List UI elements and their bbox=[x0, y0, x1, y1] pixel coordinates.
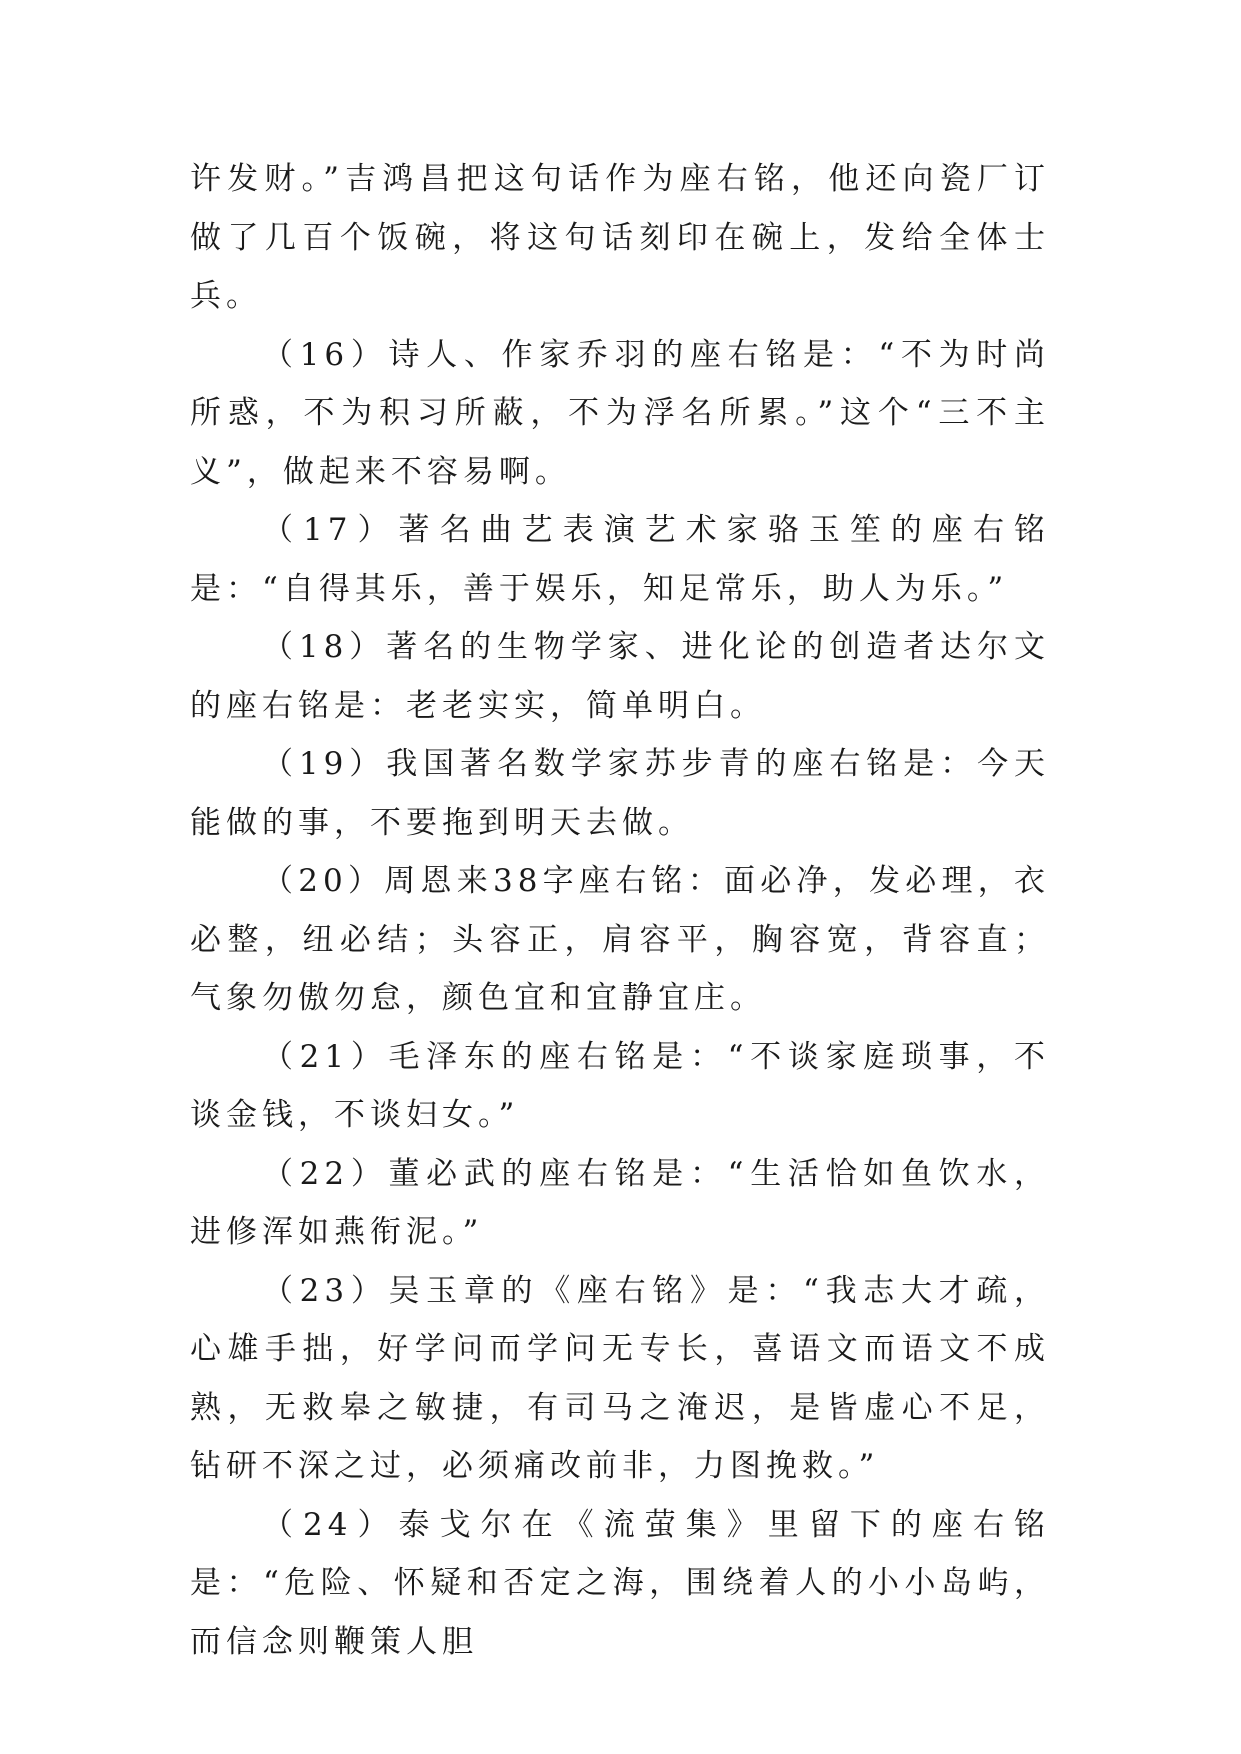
paragraph-item-18: （18）著名的生物学家、进化论的创造者达尔文的座右铭是：老老实实，简单明白。 bbox=[190, 629, 1050, 724]
document-body bbox=[190, 150, 1050, 1671]
paragraph-continuation: 许发财。”吉鸿昌把这句话作为座右铭，他还向瓷厂订做了几百个饭碗，将这句话刻印在碗上，发给全体士兵。 bbox=[190, 161, 1050, 314]
paragraph-item-19: （19）我国著名数学家苏步青的座右铭是：今天能做的事，不要拖到明天去做。 bbox=[190, 746, 1050, 841]
paragraph-item-17: （17）著名曲艺表演艺术家骆玉笙的座右铭是：“自得其乐，善于娱乐，知足常乐，助人为乐。” bbox=[190, 512, 1050, 607]
paragraph-item-22: （22）董必武的座右铭是：“生活恰如鱼饮水，进修浑如燕衔泥。” bbox=[190, 1155, 1050, 1250]
paragraph-item-16: （16）诗人、作家乔羽的座右铭是：“不为时尚所惑，不为积习所蔽，不为浮名所累。”这个“三不主义”，做起来不容易啊。 bbox=[190, 336, 1050, 490]
paragraph-item-20: （20）周恩来38字座右铭：面必净，发必理，衣必整，纽必结；头容正，肩容平，胸容宽，背容直；气象勿傲勿怠，颜色宜和宜静宜庄。 bbox=[190, 863, 1050, 1016]
paragraph-item-24: （24）泰戈尔在《流萤集》里留下的座右铭是：“危险、怀疑和否定之海，围绕着人的小小岛屿，而信念则鞭策人胆 bbox=[190, 1506, 1050, 1660]
paragraph-item-21: （21）毛泽东的座右铭是：“不谈家庭琐事，不谈金钱，不谈妇女。” bbox=[190, 1038, 1050, 1133]
paragraph-item-23: （23）吴玉章的《座右铭》是：“我志大才疏，心雄手拙，好学问而学问无专长，喜语文而语文不成熟，无救皋之敏捷，有司马之淹迟，是皆虚心不足，钻研不深之过，必须痛改前非，力图挽救。” bbox=[190, 1272, 1050, 1484]
